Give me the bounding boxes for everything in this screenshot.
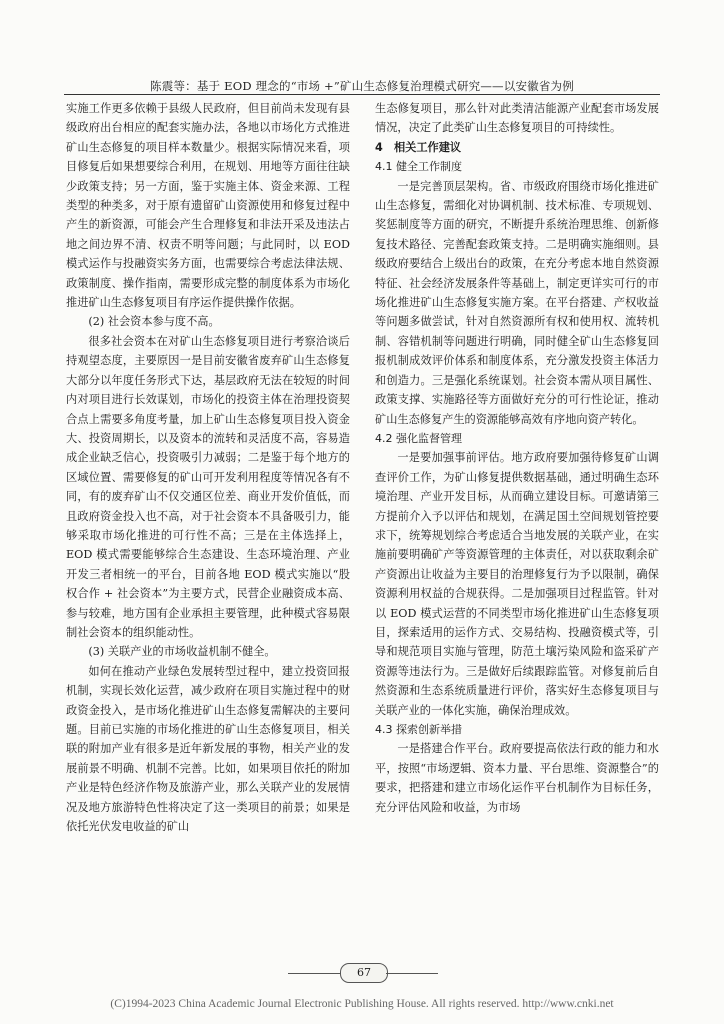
body-paragraph: 生态修复项目，那么针对此类清洁能源产业配套市场发展情况，决定了此类矿山生态修复项目的可持续性。 [375, 102, 659, 135]
body-paragraph: 很多社会资本在对矿山生态修复项目进行考察洽谈后持观望态度，主要原因一是目前安徽省废弃矿山生态修复大部分以年度任务形式下达，基层政府无法在较短的时间内对项目进行长效谋划，市场化的投资主体在治理投资契合点上需要多角度考量，加上矿山生态修复项目投入资金大、投资周期长，以及资本的流转和灵活度不高，容易造成企业缺乏信心，投资吸引力减弱；二是鉴于每个地方的区域位置、需要修复的矿山可开发利用程度等情况各有不同，有的废弃矿山不仅交通区位差、商业开发价值低，而且政府资金投入也不高，对于社会资本不具备吸引力，能够采取市场化推进的可行性不高；三是在主体选择上，EOD 模式需要能够综合生态建设、生态环境治理、产业开发三者相统一的平台，目前各地 EOD 模式实施以“股权合作 + 社会资本”为主要方式，民营企业融资成本高、参与较难，地方国有企业承担主要管理，此种模式容易限制社会资本的组织能动性。 [66, 334, 350, 639]
body-paragraph: 一是完善顶层架构。省、市级政府围绕市场化推进矿山生态修复，需细化对协调机制、技术标准、专项规划、奖惩制度等方面的研究，不断提升系统治理思维、创新修复技术路径、完善配套政策支持。二是明确实施细则。县级政府要结合上级出台的政策，在充分考虑本地自然资源特征、社会经济发展条件等基础上，制定更详实可行的市场化推进矿山生态修复实施方案。在平台搭建、产权收益等问题多做尝试，针对自然资源所有权和使用权、流转机制、容错机制等问题进行明确，同时健全矿山生态修复回报机制成效评价体系和制度体系，充分激发投资主体活力和创造力。三是强化系统谋划。社会资本需从项目属性、政策支撑、实施路径等方面做好充分的可行性论证，推动矿山生态修复产生的资源能够高效有序地向资产转化。 [375, 179, 659, 426]
body-paragraph: (3) 关联产业的市场收益机制不健全。 [88, 645, 276, 659]
body-paragraph: (2) 社会资本参与度不高。 [88, 315, 220, 329]
running-header: 陈震等：基于 EOD 理念的“市场 +”矿山生态修复治理模式研究——以安徽省为例 [150, 79, 574, 93]
body-paragraph: 一是搭建合作平台。政府要提高依法行政的能力和水平，按照“市场逻辑、资本力量、平台思维、资源整合”的要求，把搭建和建立市场化运作平台机制作为目标任务，充分评估风险和收益，为市场 [375, 742, 659, 814]
left-column [66, 99, 350, 836]
body-paragraph: 实施工作更多依赖于县级人民政府，但目前尚未发现有县级政府出台相应的配套实施办法，各地以市场化方式推进矿山生态修复的项目样本数量少。根据实际情况来看，项目修复后如果想要综合利用，在规划、用地等方面往往缺少政策支持；另一方面，鉴于实施主体、资金来源、工程类型的种类多，对于原有遗留矿山资源使用和修复过程中产生的新资源，可能会产生合理修复和非法开采及违法占地之间边界不清、权责不明等问题；与此同时，以 EOD 模式运作与投融资实务方面，也需要综合考虑法律法规、政策制度、操作指南，需要形成完整的制度体系为市场化推进矿山生态修复项目有序运作提供操作依据。 [66, 102, 350, 310]
footer-rule-right [386, 973, 438, 974]
body-paragraph: 如何在推动产业绿色发展转型过程中，建立投资回报机制，实现长效化运营，减少政府在项目实施过程中的财政资金投入，是市场化推进矿山生态修复需解决的主要问题。目前已实施的市场化推进的矿山生态修复项目，相关联的附加产业有很多是近年新发展的事物，相关产业的发展前景不明确、机制不完善。比如，如果项目依托的附加产业是特色经济作物及旅游产业，那么关联产业的发展情况及地方旅游特色性将决定了这一类项目的前景；如果是依托光伏发电收益的矿山 [66, 664, 350, 834]
subsection-heading: 4.2 强化监督管理 [375, 431, 462, 445]
header-rule [64, 94, 660, 95]
section-heading: 4 相关工作建议 [375, 140, 462, 154]
subsection-heading: 4.3 探索创新举措 [375, 723, 462, 736]
page-number: 67 [340, 963, 388, 983]
subsection-heading: 4.1 健全工作制度 [375, 160, 462, 174]
footer-rule-left [288, 973, 340, 974]
body-paragraph: 一是要加强事前评估。地方政府要加强待修复矿山调查评价工作，为矿山修复提供数据基础，通过明确生态环境治理、产业开发目标，从而确立建设目标。可邀请第三方提前介入予以评估和规划，在满足国土空间规划管控要求下，统筹规划综合考虑适合当地发展的关联产业，在实施前要明确矿产等资源管理的主体责任，对以获取剩余矿产资源出让收益为主要目的治理修复行为予以限制，确保资源利用权益的合规获得。二是加强项目过程监管。针对以 EOD 模式运营的不同类型市场化推进矿山生态修复项目，探索适用的运作方式、交易结构、投融资模式等，引导和规范项目实施与管理，防范土壤污染风险和盗采矿产资源等违法行为。三是做好后续跟踪监管。对修复前后自然资源和生态系统质量进行评价，落实好生态修复项目与关联产业的一体化实施，确保治理成效。 [375, 451, 659, 717]
copyright-notice: (C)1994-2023 China Academic Journal Electronic Publishing House. All rights reserved. http://www.cnki.net [110, 998, 614, 1010]
right-column [375, 99, 659, 817]
